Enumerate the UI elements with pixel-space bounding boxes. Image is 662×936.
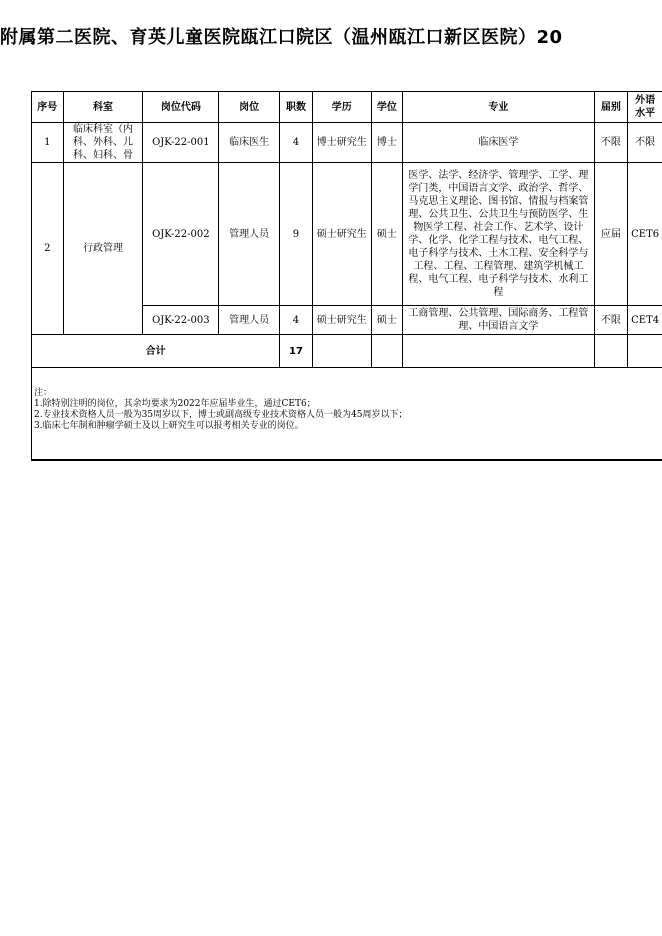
cell-count: 4 — [280, 123, 313, 163]
cell-seq: 1 — [32, 123, 64, 163]
header-cohort: 届别 — [594, 92, 628, 123]
header-count: 职数 — [280, 92, 313, 123]
note-item: 1.除特别注明的岗位，其余均要求为2022年应届毕业生，通过CET6； — [34, 399, 316, 409]
cell-major: 临床医学 — [403, 123, 594, 163]
cell-position: 临床医生 — [219, 123, 280, 163]
total-label: 合计 — [32, 335, 280, 368]
cell-cohort: 不限 — [594, 123, 628, 163]
cell-major: 工商管理、公共管理、国际商务、工程管理、中国语言文学 — [403, 306, 594, 335]
total-empty — [403, 335, 594, 368]
cell-position: 管理人员 — [219, 306, 280, 335]
notes-section — [31, 364, 662, 461]
cell-education: 硕士研究生 — [312, 306, 371, 335]
cell-dept — [63, 123, 143, 163]
header-dept: 科室 — [63, 92, 143, 123]
cell-cohort: 不限 — [594, 306, 628, 335]
header-language: 外语水平 — [628, 92, 662, 123]
cell-language: CET6 — [628, 163, 662, 306]
cell-cohort: 应届 — [594, 163, 628, 306]
cell-degree: 硕士 — [371, 306, 403, 335]
table-row — [32, 163, 662, 306]
cell-count: 4 — [280, 306, 313, 335]
cell-code: OJK-22-002 — [143, 163, 219, 306]
recruitment-table — [31, 91, 662, 368]
header-code: 岗位代码 — [143, 92, 219, 123]
total-row — [32, 335, 662, 368]
cell-education: 硕士研究生 — [312, 163, 371, 306]
header-major: 专业 — [403, 92, 594, 123]
header-education: 学历 — [312, 92, 371, 123]
notes-heading: 注： — [34, 388, 53, 398]
cell-degree: 博士 — [371, 123, 403, 163]
cell-position: 管理人员 — [219, 163, 280, 306]
table-row — [32, 123, 662, 163]
dept-text: 临床科室（内科、外科、儿科、妇科、骨 — [73, 124, 133, 161]
total-empty — [594, 335, 628, 368]
cell-count: 9 — [280, 163, 313, 306]
cell-degree: 硕士 — [371, 163, 403, 306]
notes — [34, 388, 408, 432]
total-empty — [371, 335, 403, 368]
page-title: 附属第二医院、育英儿童医院瓯江口院区（温州瓯江口新区医院）20 — [0, 27, 563, 48]
header-position: 岗位 — [219, 92, 280, 123]
cell-seq: 2 — [32, 163, 64, 335]
cell-major: 医学、法学、经济学、管理学、工学、理学门类，中国语言文学、政治学、哲学、马克思主义理论、图书馆、情报与档案管理、公共卫生、公共卫生与预防医学、生物医学工程、社会工作、艺术学、设计学、化学、化学工程与技术、电气工程、电子科学与技术、土木工程、安全科学与工程、工程、工程管理、建筑学机械工程、电气工程、电子科学与技术、水利工程 — [403, 163, 594, 306]
note-item: 3.临床七年制和肿瘤学硕士及以上研究生可以报考相关专业的岗位。 — [34, 421, 304, 431]
note-item: 2.专业技术资格人员一般为35周岁以下，博士或副高级专业技术资格人员一般为45周岁以下； — [34, 410, 408, 420]
total-empty — [628, 335, 662, 368]
cell-language: CET4 — [628, 306, 662, 335]
header-seq: 序号 — [32, 92, 64, 123]
cell-language: 不限 — [628, 123, 662, 163]
header-row — [32, 92, 662, 123]
cell-dept: 行政管理 — [63, 163, 143, 335]
total-count: 17 — [280, 335, 313, 368]
cell-code: OJK-22-001 — [143, 123, 219, 163]
header-degree: 学位 — [371, 92, 403, 123]
cell-education: 博士研究生 — [312, 123, 371, 163]
total-empty — [312, 335, 371, 368]
cell-code: OJK-22-003 — [143, 306, 219, 335]
